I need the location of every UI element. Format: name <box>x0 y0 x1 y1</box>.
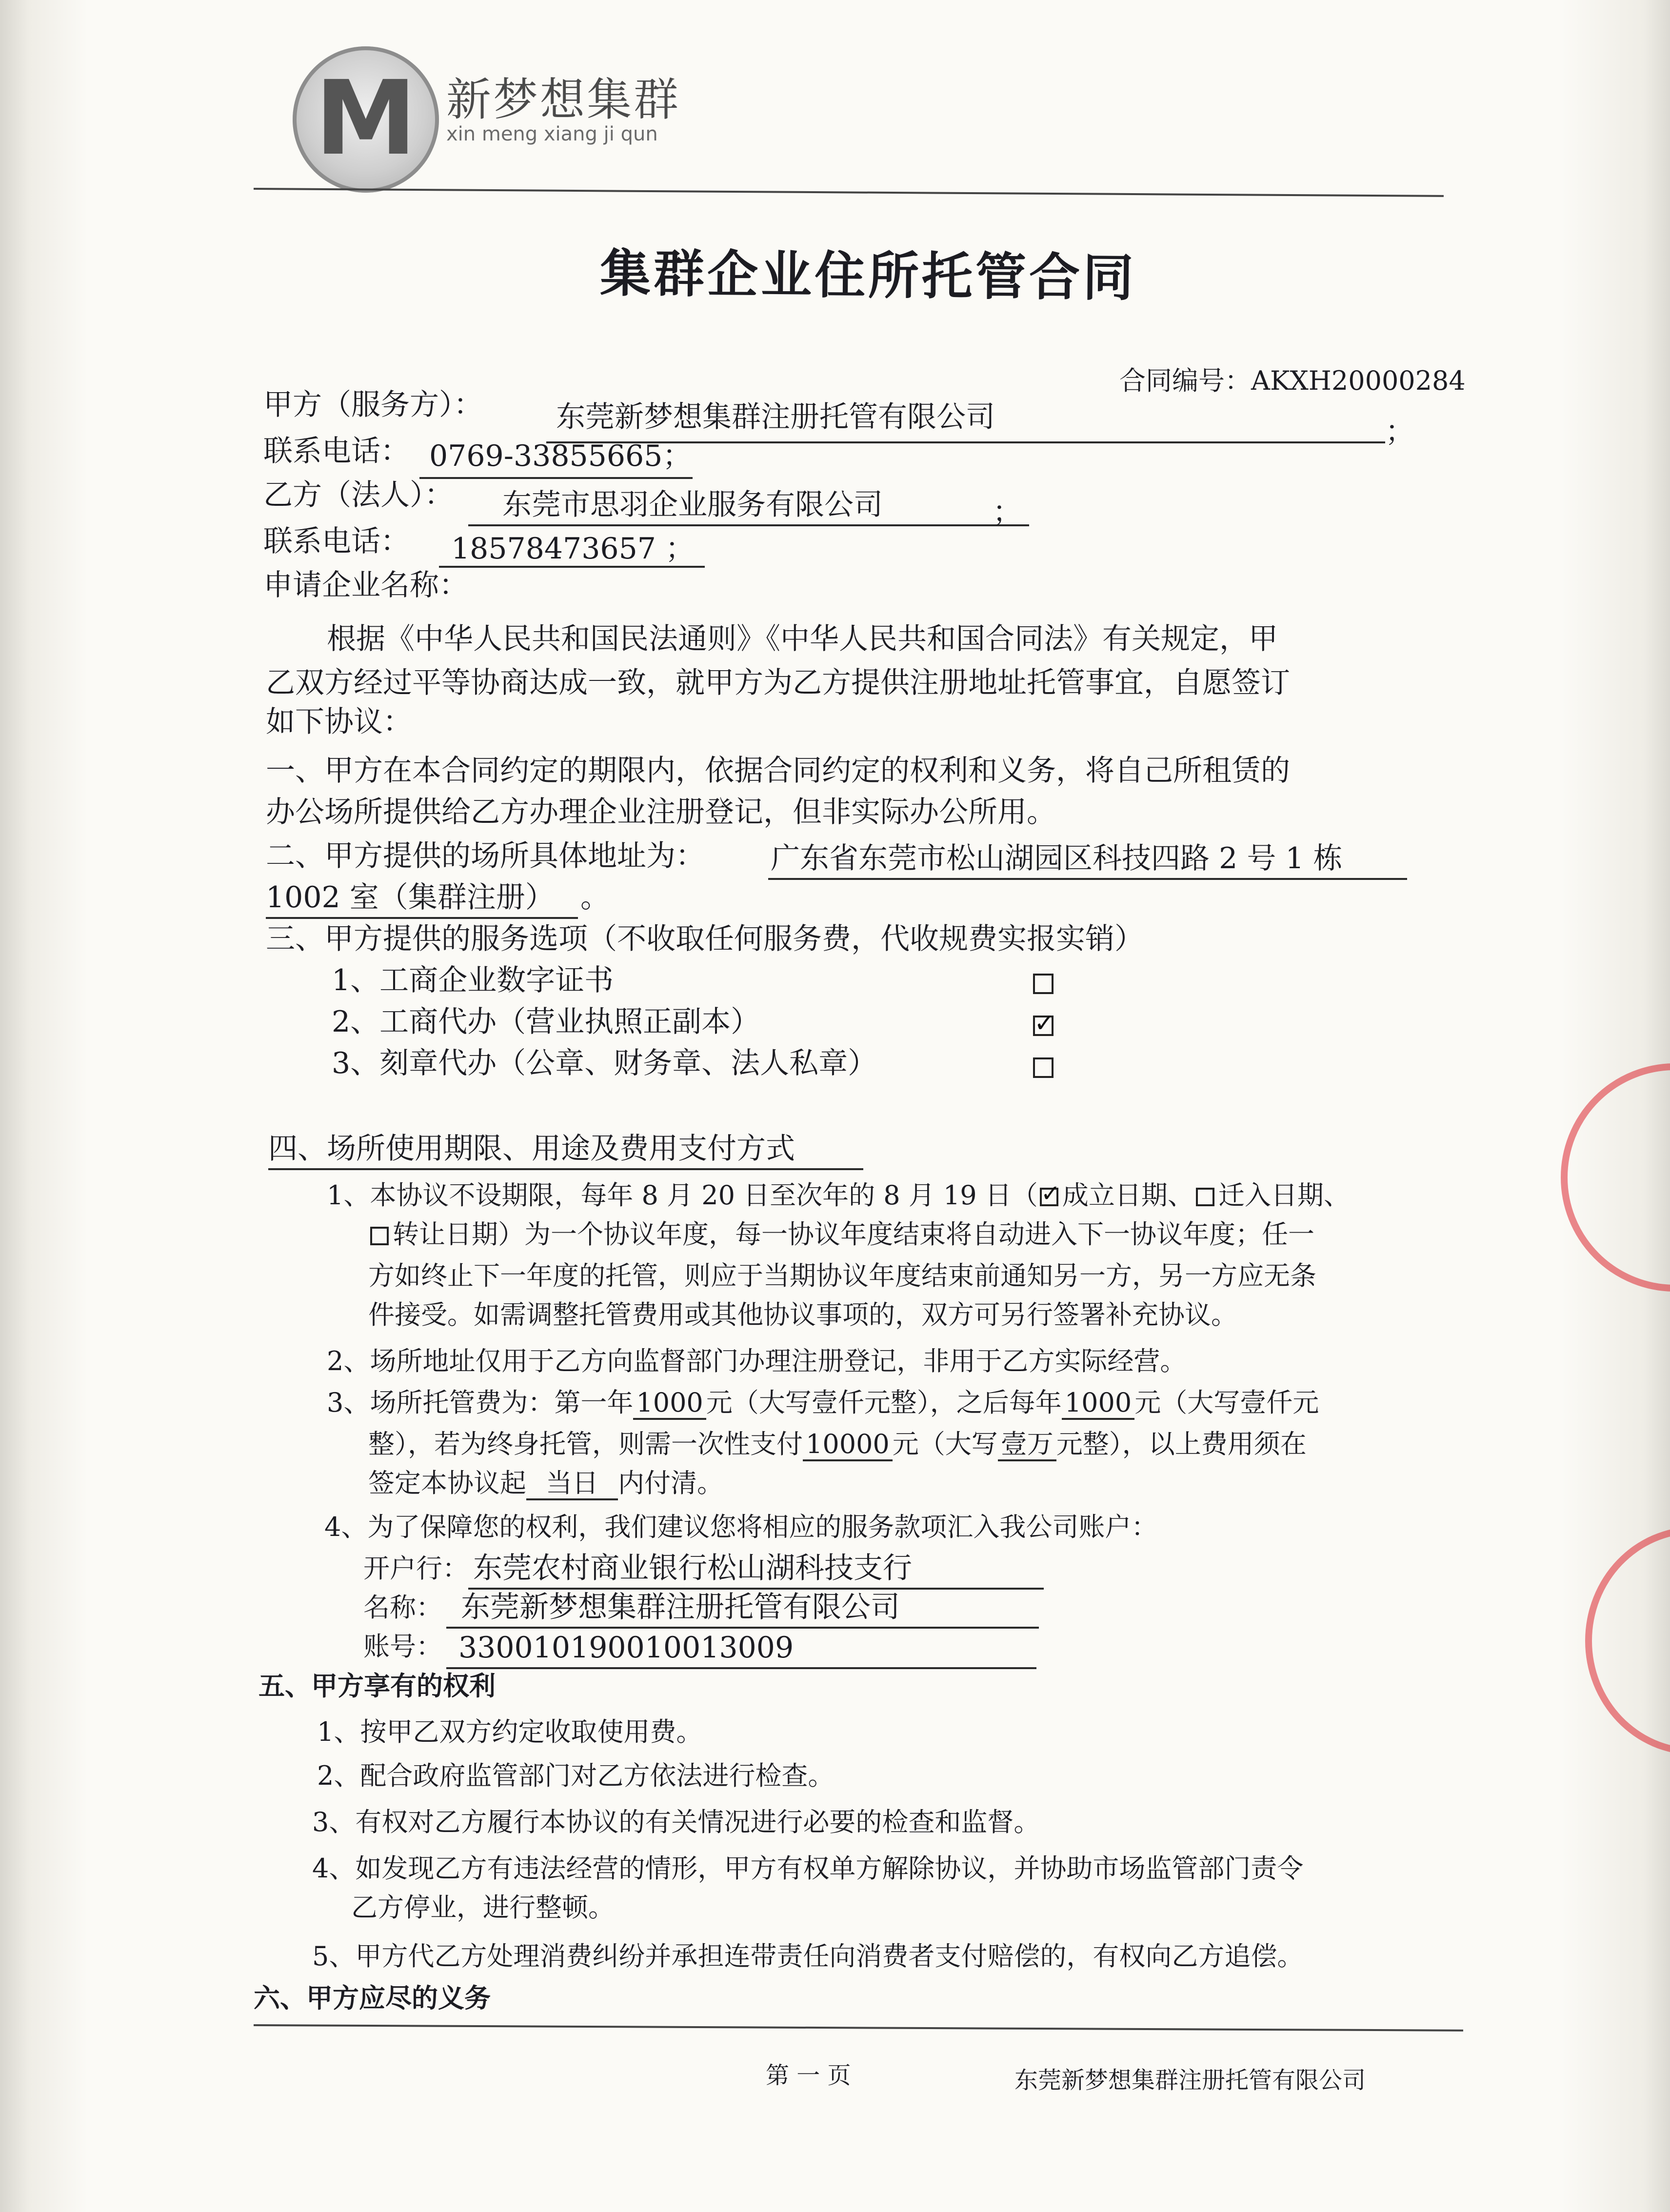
party-b-label: 乙方（法人）： <box>263 478 454 512</box>
sec4-title-underline <box>268 1168 863 1170</box>
preamble-line-1: 根据《中华人民共和国民法通则》《中华人民共和国合同法》有关规定，甲 <box>327 622 1278 656</box>
account-name: 东莞新梦想集群注册托管有限公司 <box>461 1590 900 1624</box>
sec5-item-1: 1、按甲乙双方约定收取使用费。 <box>317 1716 703 1747</box>
sec1-line-2: 办公场所提供给乙方办理企业注册登记，但非实际办公所用。 <box>266 795 1056 829</box>
party-a-phone-label: 联系电话： <box>263 434 410 468</box>
sec4-item1-line-3: 方如终止下一年度的托管，则应于当期协议年度结束前通知另一方，另一方应无条 <box>368 1260 1316 1291</box>
option-1-checkbox[interactable] <box>1033 974 1054 994</box>
sec4-item4: 4、为了保障您的权利，我们建议您将相应的服务款项汇入我公司账户： <box>324 1512 1158 1542</box>
party-a-name: 东莞新梦想集群注册托管有限公司 <box>556 400 995 434</box>
sec2-prefix: 二、甲方提供的场所具体地址为： <box>266 839 705 873</box>
sec2-address-2-underline <box>266 917 578 919</box>
party-a-phone-underline <box>419 477 693 479</box>
opt-moved: 迁入日期、 <box>1218 1180 1350 1211</box>
sec2-end: 。 <box>580 880 610 915</box>
party-b-suffix: ； <box>993 495 1022 529</box>
sec4-item3-line-3 <box>368 1466 723 1501</box>
item3-g: 签定本协议起 <box>368 1468 526 1498</box>
party-a-suffix: ； <box>1385 415 1414 449</box>
pay-when: 当日 <box>526 1468 618 1500</box>
sec2-address-2: 1002 室（集群注册） <box>266 880 555 915</box>
item3-d: 整），若为终身托管，则需一次性支付 <box>368 1429 803 1459</box>
page-title: 集群企业住所托管合同 <box>599 243 1137 308</box>
checkmark-icon: ✓ <box>1040 1180 1061 1207</box>
party-a-phone: 0769-33855665； <box>429 439 692 473</box>
item3-e: 元（大写 <box>892 1429 998 1459</box>
preamble-line-3: 如下协议： <box>266 705 412 739</box>
option-3-checkbox[interactable] <box>1033 1057 1054 1078</box>
party-b-name: 东莞市思羽企业服务有限公司 <box>502 488 883 522</box>
sec5-item-5: 5、甲方代乙方处理消费纠纷并承担连带责任向消费者支付赔偿的，有权向乙方追偿。 <box>312 1941 1304 1972</box>
item3-c: 元（大写壹仟元 <box>1134 1387 1319 1418</box>
item3-h: 内付清。 <box>618 1468 723 1498</box>
applicant-label: 申请企业名称： <box>263 568 468 602</box>
account-number-label: 账号： <box>363 1631 442 1662</box>
sec5-item-4-cont: 乙方停业，进行整顿。 <box>351 1892 615 1923</box>
item3-f: 元整），以上费用须在 <box>1056 1429 1307 1459</box>
fee-lifetime: 10000 <box>803 1429 893 1461</box>
option-2-checkbox[interactable] <box>1033 1009 1055 1038</box>
sec4-item2: 2、场所地址仅用于乙方向监督部门办理注册登记，非用于乙方实际经营。 <box>327 1346 1187 1376</box>
sec1-line-1: 一、甲方在本合同约定的期限内，依据合同约定的权利和义务，将自己所租赁的 <box>266 754 1290 788</box>
party-b-phone: 18578473657 ； <box>451 532 695 566</box>
checkmark-icon: ✓ <box>1034 1009 1055 1038</box>
sec3-title: 三、甲方提供的服务选项（不收取任何服务费，代收规费实报实销） <box>266 922 1144 956</box>
item3-a: 3、场所托管费为：第一年 <box>327 1387 634 1418</box>
fee-first-year: 1000 <box>633 1387 706 1420</box>
bank-name: 东莞农村商业银行松山湖科技支行 <box>473 1551 912 1585</box>
party-b-phone-label: 联系电话： <box>263 524 410 558</box>
transfer-date-checkbox[interactable] <box>370 1227 389 1245</box>
sec5-item-3: 3、有权对乙方履行本协议的有关情况进行必要的检查和监督。 <box>312 1807 1040 1837</box>
fee-lifetime-cn: 壹万 <box>998 1429 1056 1461</box>
party-b-phone-underline <box>439 566 705 568</box>
established-date-checkbox[interactable] <box>1040 1180 1061 1207</box>
footer-company: 东莞新梦想集群注册托管有限公司 <box>1014 2067 1366 2094</box>
opt-established: 成立日期、 <box>1062 1180 1194 1211</box>
party-b-underline <box>468 524 1029 526</box>
brand-pinyin: xin meng xiang ji qun <box>446 123 658 145</box>
sec3-option-1: 1、工商企业数字证书 <box>332 963 614 997</box>
brand-logo <box>293 46 439 193</box>
sec3-option-2: 2、工商代办（营业执照正副本） <box>332 1005 760 1039</box>
sec4-item1-text: 1、本协议不设期限，每年 8 月 20 日至次年的 8 月 19 日（ <box>327 1180 1038 1211</box>
bank-label: 开户行： <box>363 1553 469 1584</box>
sec4-item1-line-1 <box>327 1178 1350 1213</box>
account-number-underline <box>446 1667 1036 1669</box>
party-a-label: 甲方（服务方）： <box>263 388 483 422</box>
contract-number: 合同编号：AKXH20000284 <box>1119 365 1466 396</box>
fee-annual: 1000 <box>1062 1387 1134 1420</box>
footer-page: 第 一 页 <box>766 2062 851 2089</box>
moved-in-date-checkbox[interactable] <box>1196 1188 1214 1206</box>
brand-name: 新梦想集群 <box>446 74 681 126</box>
opt-transfer: 转让日期）为一个协议年度，每一协议年度结束将自动进入下一协议年度；任一 <box>393 1219 1314 1250</box>
sec4-title: 四、场所使用期限、用途及费用支付方式 <box>268 1132 795 1166</box>
sec6-title: 六、甲方应尽的义务 <box>254 1982 491 2013</box>
sec4-item1-line-2 <box>368 1217 1314 1252</box>
account-number: 330010190010013009 <box>458 1631 794 1665</box>
sec5-title: 五、甲方享有的权利 <box>258 1670 496 1701</box>
preamble-line-2: 乙双方经过平等协商达成一致，就甲方为乙方提供注册地址托管事宜，自愿签订 <box>266 666 1290 700</box>
sec4-item3-line-2 <box>368 1427 1307 1462</box>
sec2-address-1: 广东省东莞市松山湖园区科技四路 2 号 1 栋 <box>771 841 1343 876</box>
sec3-option-3: 3、刻章代办（公章、财务章、法人私章） <box>332 1046 877 1080</box>
sec4-item3-line-1 <box>327 1385 1319 1420</box>
item3-b: 元（大写壹仟元整），之后每年 <box>706 1387 1062 1418</box>
account-name-label: 名称： <box>363 1592 442 1623</box>
sec4-item1-line-4: 件接受。如需调整托管费用或其他协议事项的，双方可另行签署补充协议。 <box>368 1299 1237 1330</box>
logo-letter: M <box>315 59 417 178</box>
sec5-item-2: 2、配合政府监管部门对乙方依法进行检查。 <box>317 1760 835 1791</box>
sec2-address-1-underline <box>768 878 1407 880</box>
sec5-item-4: 4、如发现乙方有违法经营的情形，甲方有权单方解除协议，并协助市场监管部门责令 <box>312 1853 1304 1884</box>
